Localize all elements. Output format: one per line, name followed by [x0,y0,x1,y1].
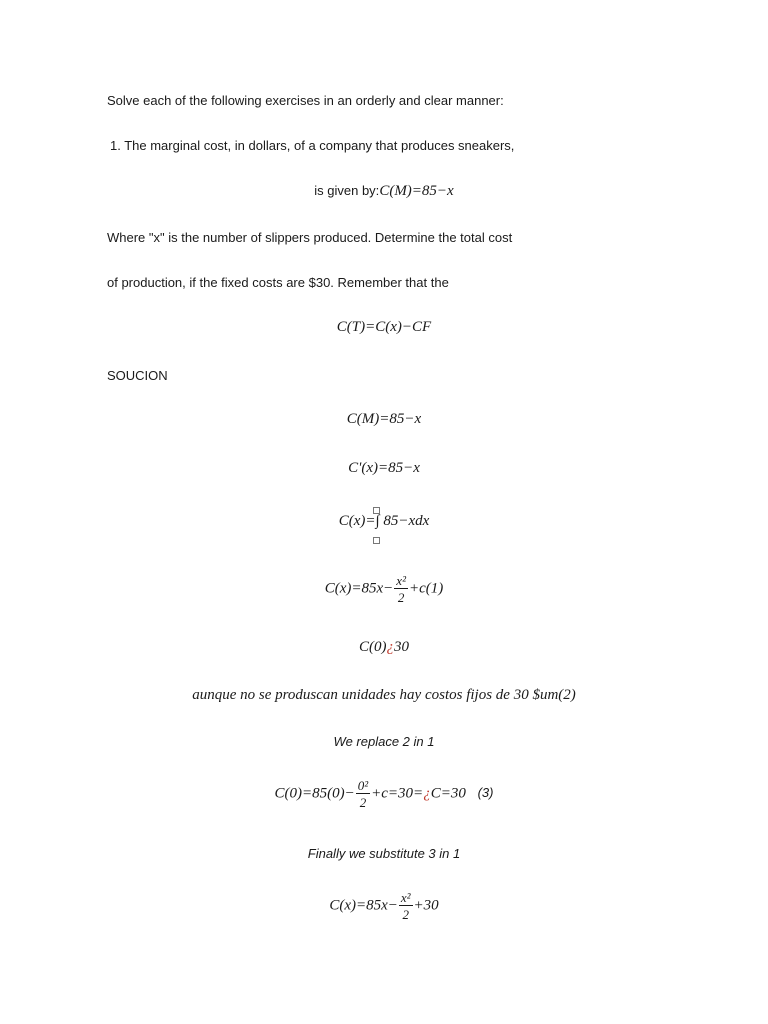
fraction-numerator: 0² [357,778,369,793]
step-initial-condition: C(0)¿30 [359,639,409,655]
solution-heading: SOUCION [107,368,168,383]
problem-line-2: Where "x" is the number of slippers produced. Determine the total cost [107,230,513,245]
equation-tag-3: (3) [477,785,494,801]
step-antiderivative-prefix: C(x)=85x− [324,580,394,597]
step-final-result [0,891,768,921]
fraction-numerator: x² [400,890,411,905]
given-by-line [0,183,768,200]
step-final-fraction [399,891,413,921]
placeholder-box-top [373,507,380,514]
step-substitution-suffix: +c=30=¿C=30 [371,785,466,802]
step-antiderivative-fraction [394,574,408,604]
given-by-expression: C(M)=85−x [379,183,454,199]
substitute-note: Finally we substitute 3 in 1 [307,846,461,861]
spanish-note: aunque no se produscan unidades hay costos fijos de 30 $um(2) [192,687,576,703]
intro-text: Solve each of the following exercises in an orderly and clear manner: [107,93,504,108]
step-integral-expression: C(x)=∫ 85−xdx [338,513,430,529]
problem-line-1: 1. The marginal cost, in dollars, of a company that produces sneakers, [110,138,515,153]
given-by-label: is given by: [314,183,380,198]
step-antiderivative [0,574,768,604]
step-marginal-cost: C(M)=85−x [346,411,422,427]
step-antiderivative-suffix: +c(1) [408,580,444,597]
fraction-numerator: x² [396,573,406,588]
total-cost-formula: C(T)=C(x)−CF [336,319,432,335]
fraction-denominator: 2 [402,907,409,922]
step-derivative: C'(x)=85−x [348,460,420,476]
fraction-denominator: 2 [359,795,367,810]
step-substitution [0,779,768,809]
fraction-denominator: 2 [397,590,405,605]
step-final-suffix: +30 [413,897,439,914]
placeholder-box-bottom [373,537,380,544]
step-substitution-fraction [356,779,370,809]
step-final-prefix: C(x)=85x− [329,897,398,914]
replace-note: We replace 2 in 1 [333,734,435,749]
step-integral [0,513,768,530]
step-substitution-prefix: C(0)=85(0)− [274,785,355,802]
problem-line-3: of production, if the fixed costs are $30. Remember that the [107,275,449,290]
